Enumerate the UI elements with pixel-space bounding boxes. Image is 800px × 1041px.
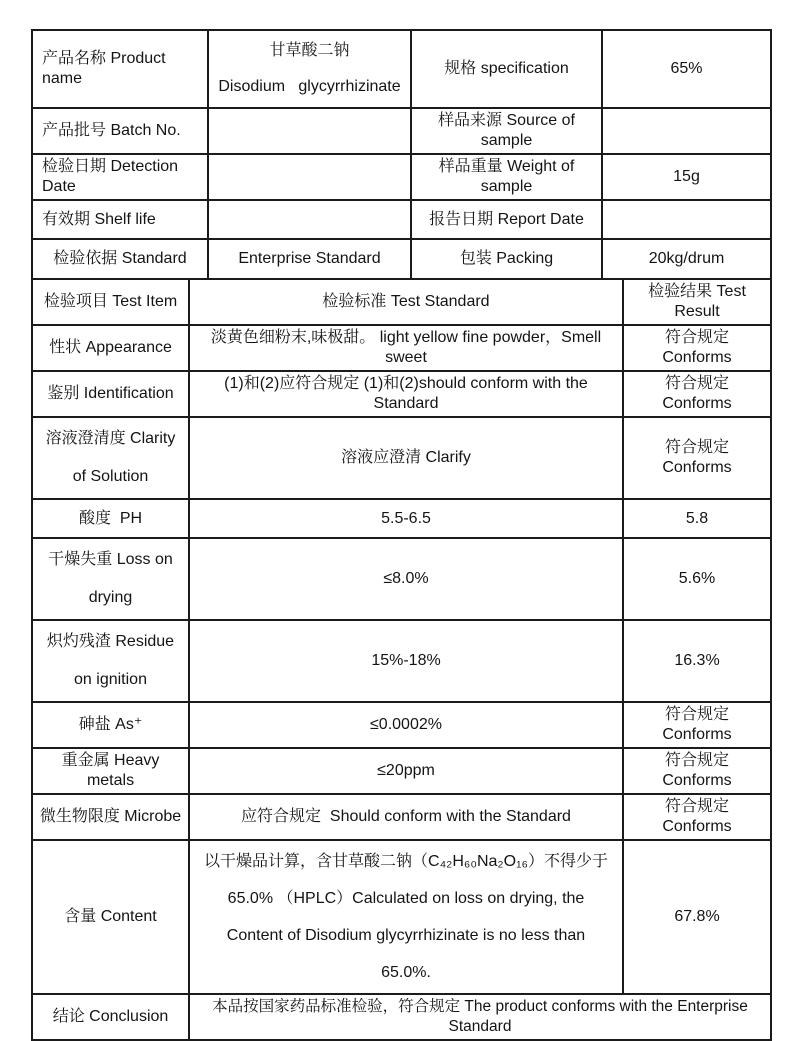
test-item-identification: 鉴别 Identification [32, 371, 189, 417]
test-result-identification: 符合规定 Conforms [623, 371, 771, 417]
report-date-label: 报告日期 Report Date [411, 200, 602, 239]
test-result-clarity: 符合规定 Conforms [623, 417, 771, 499]
col-header-test-item: 检验项目 Test Item [32, 279, 189, 325]
detection-date-label: 检验日期 Detection Date [32, 154, 208, 200]
test-results-table [31, 278, 772, 1041]
table-row [32, 748, 771, 794]
table-row [32, 702, 771, 748]
table-row [32, 371, 771, 417]
col-header-test-standard: 检验标准 Test Standard [189, 279, 623, 325]
test-standard-residue-on-ignition: 15%-18% [189, 620, 623, 702]
sample-source-value [602, 108, 771, 154]
table-row [32, 794, 771, 840]
test-result-loss-on-drying: 5.6% [623, 538, 771, 620]
test-result-content: 67.8% [623, 840, 771, 994]
col-header-test-result: 检验结果 Test Result [623, 279, 771, 325]
product-name-cell [208, 30, 411, 108]
table-row [32, 200, 771, 239]
shelf-life-value [208, 200, 411, 239]
batch-no-label: 产品批号 Batch No. [32, 108, 208, 154]
conclusion-row [32, 994, 771, 1040]
test-result-microbe: 符合规定 Conforms [623, 794, 771, 840]
standard-value: Enterprise Standard [208, 239, 411, 279]
spec-value: 65% [602, 30, 771, 108]
sample-weight-label: 样品重量 Weight of sample [411, 154, 602, 200]
table-row [32, 620, 771, 702]
table-row [32, 538, 771, 620]
table-row [32, 108, 771, 154]
test-item-microbe: 微生物限度 Microbe [32, 794, 189, 840]
test-standard-clarity: 溶液应澄清 Clarify [189, 417, 623, 499]
test-result-residue-on-ignition: 16.3% [623, 620, 771, 702]
packing-label: 包装 Packing [411, 239, 602, 279]
test-item-loss-on-drying: 干燥失重 Loss on drying [32, 538, 189, 620]
test-item-arsenic: 砷盐 As⁺ [32, 702, 189, 748]
test-item-appearance: 性状 Appearance [32, 325, 189, 371]
test-standard-heavy-metals: ≤20ppm [189, 748, 623, 794]
conclusion-text: 本品按国家药品标准检验，符合规定 The product conforms with the Enterprise Standard [189, 994, 771, 1040]
product-name-label: 产品名称 Product name [32, 30, 208, 108]
test-standard-appearance: 淡黄色细粉末,味极甜。 light yellow fine powder，Smell sweet [189, 325, 623, 371]
test-result-appearance: 符合规定 Conforms [623, 325, 771, 371]
test-item-content: 含量 Content [32, 840, 189, 994]
shelf-life-label: 有效期 Shelf life [32, 200, 208, 239]
test-item-ph: 酸度 PH [32, 499, 189, 538]
product-info-table [31, 29, 772, 280]
test-standard-content: 以干燥品计算，含甘草酸二钠（C₄₂H₆₀Na₂O₁₆）不得少于 65.0% （HPLC）Calculated on loss on drying, the Content of Disodium glycyrrhizinate is no less than 65.0%. [189, 840, 623, 994]
standard-label: 检验依据 Standard [32, 239, 208, 279]
product-name-en: Disodium glycyrrhizinate [218, 78, 401, 95]
sample-weight-value: 15g [602, 154, 771, 200]
test-item-clarity: 溶液澄清度 Clarity of Solution [32, 417, 189, 499]
batch-no-value [208, 108, 411, 154]
test-standard-identification: (1)和(2)应符合规定 (1)和(2)should conform with the Standard [189, 371, 623, 417]
table-row [32, 30, 771, 108]
product-name-cn: 甘草酸二钠 [269, 42, 350, 59]
table-row [32, 239, 771, 279]
sample-source-label: 样品来源 Source of sample [411, 108, 602, 154]
table-row [32, 417, 771, 499]
report-date-value [602, 200, 771, 239]
table-row [32, 325, 771, 371]
table-row [32, 840, 771, 994]
test-item-residue-on-ignition: 炽灼残渣 Residue on ignition [32, 620, 189, 702]
detection-date-value [208, 154, 411, 200]
test-standard-arsenic: ≤0.0002% [189, 702, 623, 748]
table-header-row [32, 279, 771, 325]
test-item-heavy-metals: 重金属 Heavy metals [32, 748, 189, 794]
test-standard-microbe: 应符合规定 Should conform with the Standard [189, 794, 623, 840]
test-result-arsenic: 符合规定 Conforms [623, 702, 771, 748]
test-result-ph: 5.8 [623, 499, 771, 538]
packing-value: 20kg/drum [602, 239, 771, 279]
test-standard-loss-on-drying: ≤8.0% [189, 538, 623, 620]
table-row [32, 154, 771, 200]
spec-label: 规格 specification [411, 30, 602, 108]
conclusion-label: 结论 Conclusion [32, 994, 189, 1040]
test-standard-ph: 5.5-6.5 [189, 499, 623, 538]
table-row [32, 499, 771, 538]
test-result-heavy-metals: 符合规定 Conforms [623, 748, 771, 794]
